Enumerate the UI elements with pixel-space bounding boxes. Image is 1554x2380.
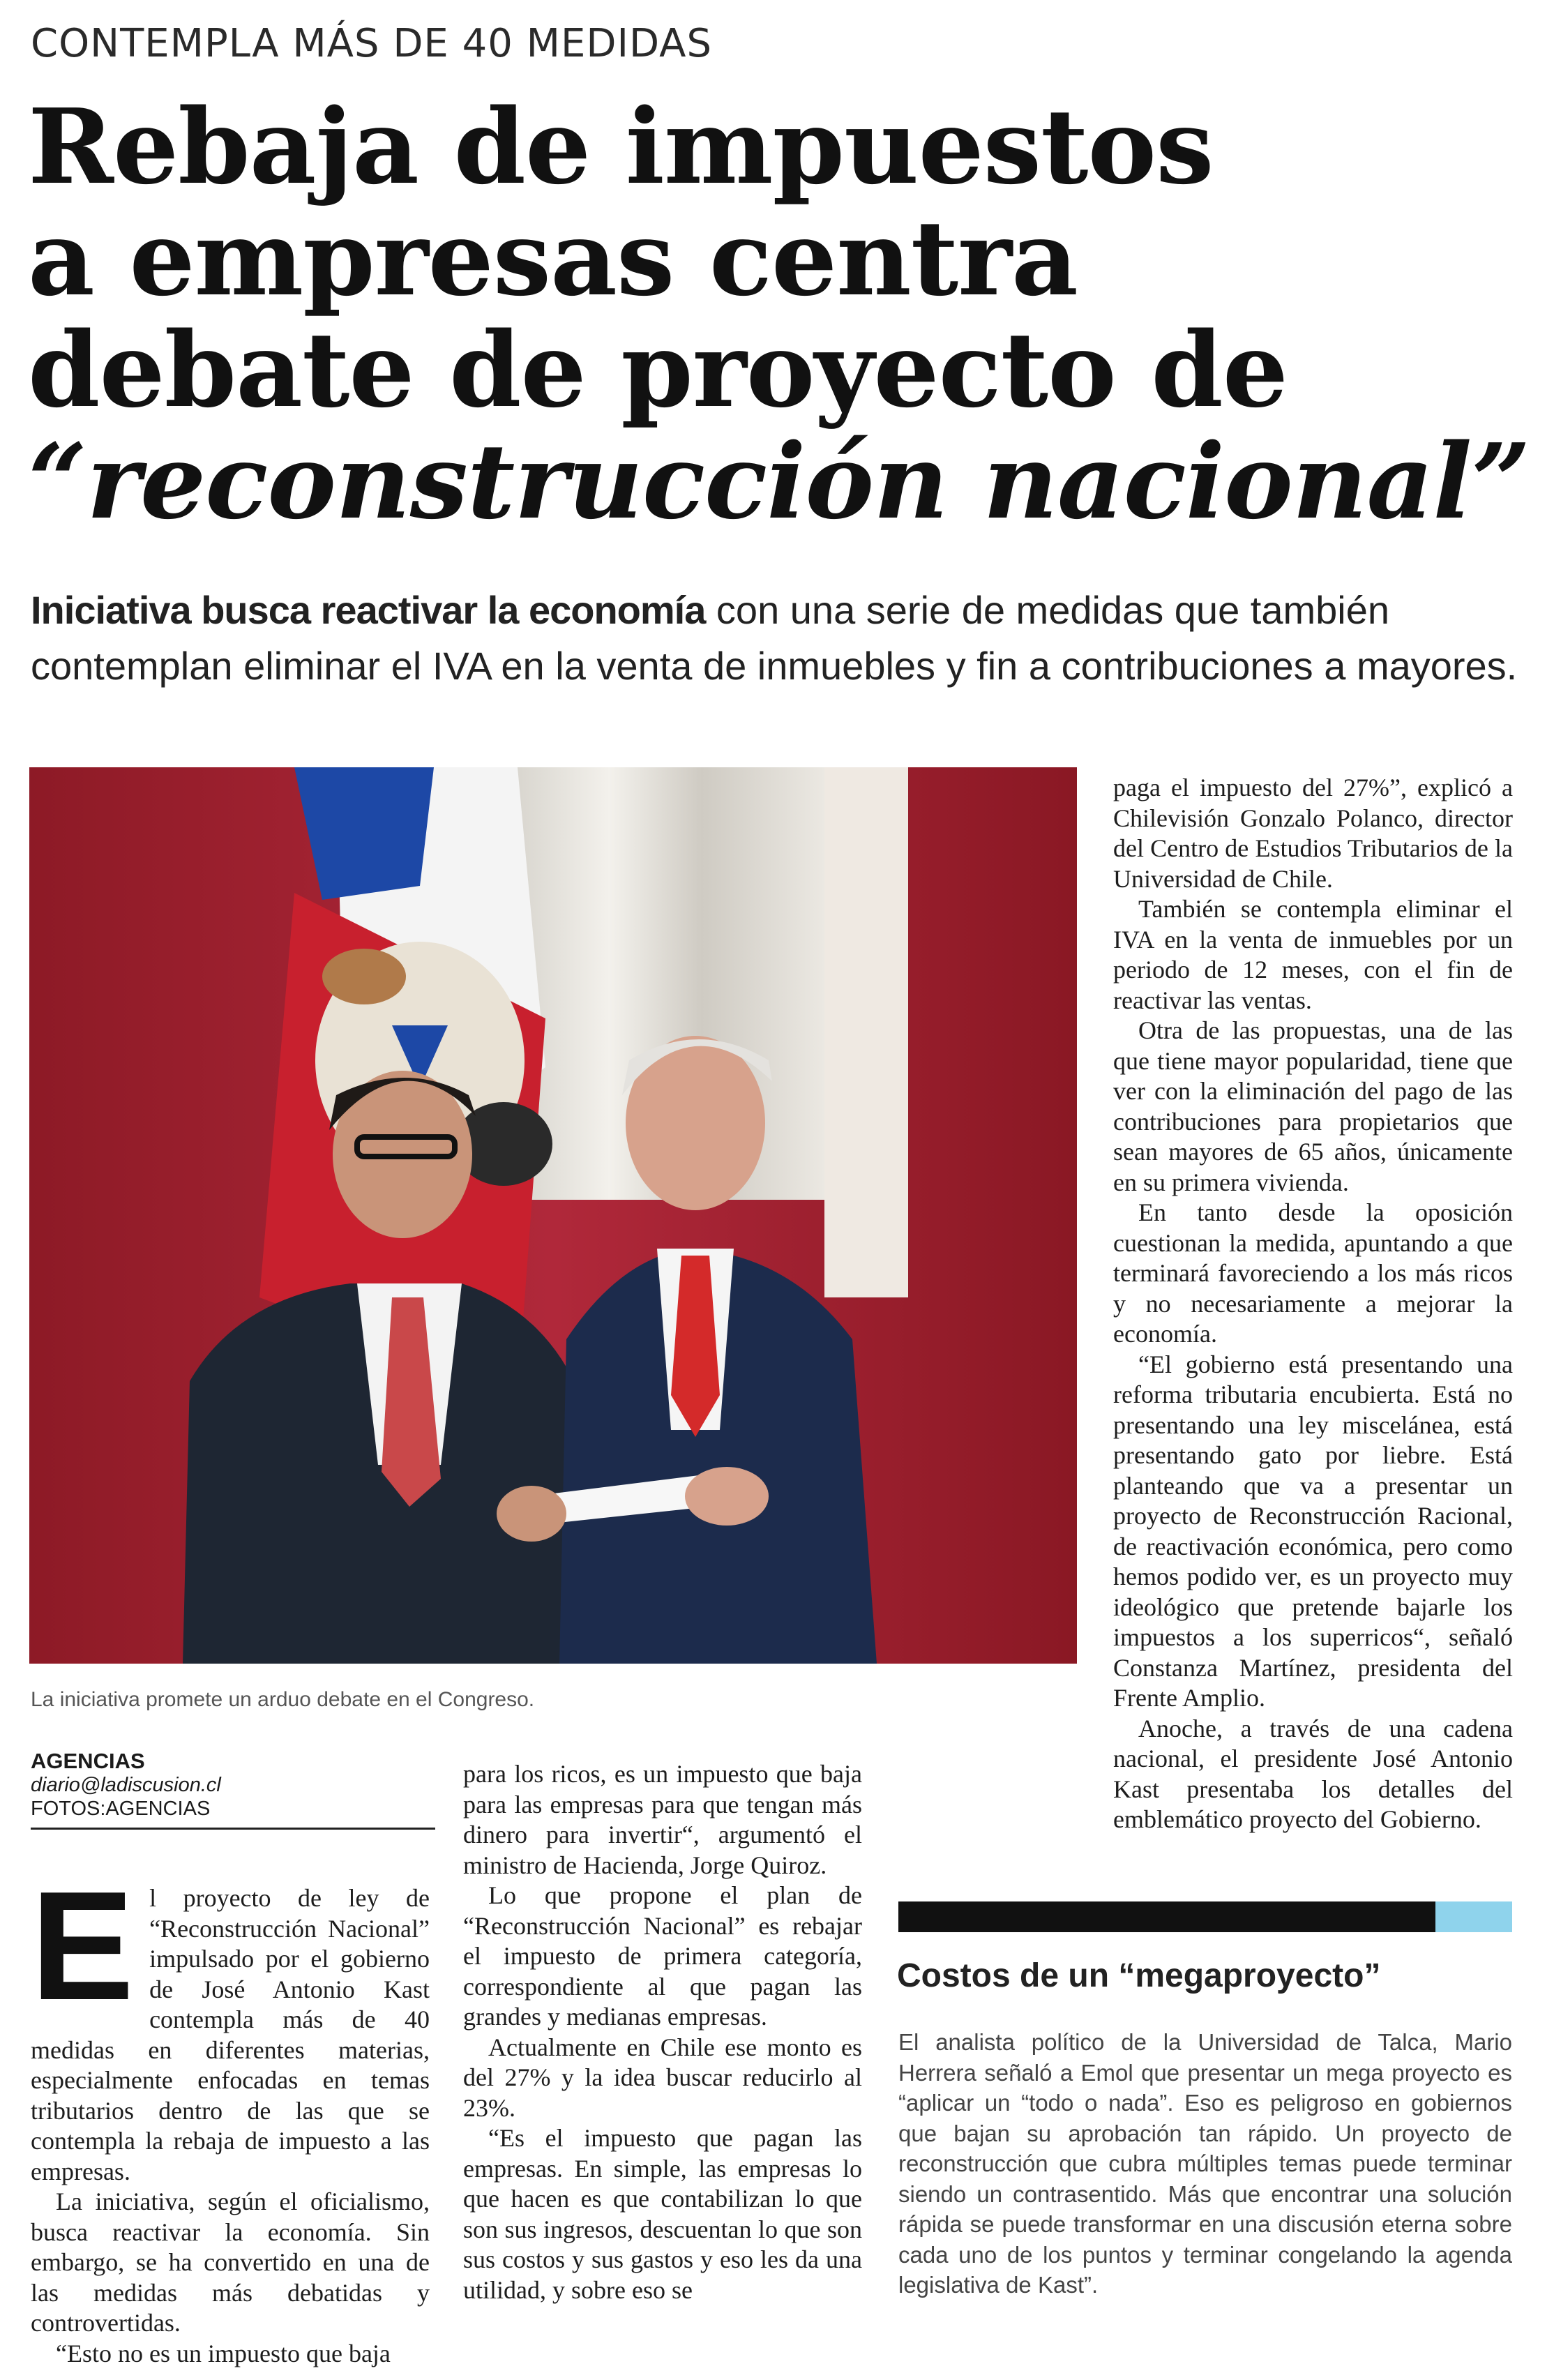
headline-line-1: Rebaja de impuestos <box>28 86 1214 207</box>
byline <box>31 1749 435 1830</box>
sidebar-bar-dark <box>898 1901 1435 1932</box>
headline-line-4: “reconstrucción nacional” <box>28 421 1530 542</box>
deck <box>31 582 1530 694</box>
article-paragraph: Otra de las propuestas, una de las que tiene mayor popularidad, tiene que ver con la eliminación del pago de las contribuciones para propietarios que sean mayores de 65 años, únicamente en su primera vivienda. <box>1113 1016 1513 1196</box>
article-paragraph: También se contempla eliminar el IVA en la venta de inmuebles por un periodo de 12 meses, con el fin de reactivar las ventas. <box>1113 895 1513 1014</box>
drop-cap: E <box>31 1860 135 2033</box>
deck-bold: Iniciativa busca reactivar la economía <box>31 588 706 632</box>
article-column-1 <box>31 1860 430 2369</box>
article-paragraph: l proyecto de ley de “Reconstrucción Nacional” impulsado por el gobierno de José Antonio Kast contempla más de 40 medidas en diferentes materias, especialmente enfocadas en temas tributarios dentro de las que se contempla la rebaja de impuesto a las empresas. <box>31 1884 430 2185</box>
article-paragraph: “El gobierno está presentando una reforma tributaria encubierta. Está no presentando una ley miscelánea, está presentando gato por liebre. Está planteando que va a presentar un proyecto de Reconstrucción Racional, de reactivación económica, pero como hemos podido ver, es un proyecto muy ideológico que pretende bajarle los impuestos a los superricos“, señaló Constanza Martínez, presidenta del Frente Amplio. <box>1113 1350 1513 1712</box>
byline-agency: AGENCIAS <box>31 1749 145 1773</box>
sidebar-bar-accent <box>1435 1901 1512 1932</box>
byline-photos: FOTOS:AGENCIAS <box>31 1798 211 1820</box>
article-paragraph: paga el impuesto del 27%”, explicó a Chilevisión Gonzalo Polanco, director del Centro de Estudios Tributarios de la Universidad de Chile. <box>1113 774 1513 893</box>
article-paragraph: Actualmente en Chile ese monto es del 27% y la idea buscar reducirlo al 23%. <box>463 2033 862 2122</box>
byline-email[interactable]: diario@ladiscusion.cl <box>31 1774 221 1796</box>
news-photo <box>29 767 1077 1664</box>
deck-rest: con una serie de medidas que también contemplan eliminar el IVA en la venta de inmuebles y fin a contribuciones a mayores. <box>31 588 1518 688</box>
photo-caption: La iniciativa promete un arduo debate en el Congreso. <box>31 1688 535 1711</box>
article-paragraph: Lo que propone el plan de “Reconstrucción Nacional” es rebajar el impuesto de primera categoría, correspondiente al que pagan las grandes y medianas empresas. <box>463 1881 862 2031</box>
sidebar-text: El analista político de la Universidad de Talca, Mario Herrera señaló a Emol que presentar un mega proyecto es “aplicar un “todo o nada”. Eso es peligroso en gobiernos que bajan su aprobación tan rápido. Un proyecto de reconstrucción que cubra múltiples temas puede terminar siendo un contrasentido. Más que encontrar una solución rápida se puede transformar en una discusión eterna sobre cada uno de los puntos y terminar congelando la agenda legislativa de Kast”. <box>898 2029 1512 2298</box>
kicker: CONTEMPLA MÁS DE 40 MEDIDAS <box>31 21 713 66</box>
sidebar-title: Costos de un “megaproyecto” <box>897 1957 1381 1994</box>
article-paragraph: La iniciativa, según el oficialismo, busca reactivar la economía. Sin embargo, se ha convertido en una de las medidas más debatidas y controvertidas. <box>31 2187 430 2337</box>
article-paragraph: En tanto desde la oposición cuestionan la medida, apuntando a que terminará favoreciendo a los más ricos y no necesariamente a mejorar la economía. <box>1113 1198 1513 1348</box>
headline <box>28 86 1530 542</box>
article-paragraph: “Esto no es un impuesto que baja <box>56 2339 391 2367</box>
article-paragraph: para los ricos, es un impuesto que baja para las empresas para que tengan más dinero para invertir“, argumentó el ministro de Hacienda, Jorge Quiroz. <box>463 1760 862 1879</box>
headline-line-2: a empresas centra <box>28 197 1078 319</box>
photo-illustration <box>29 767 1077 1664</box>
article-column-3 <box>1113 773 1513 1835</box>
article-paragraph: Anoche, a través de una cadena nacional, el presidente José Antonio Kast presentaba los detalles del emblemático proyecto del Gobierno. <box>1113 1714 1513 1833</box>
article-paragraph: “Es el impuesto que pagan las empresas. En simple, las empresas lo que hacen es que contabilizan lo que son sus ingresos, descuentan lo que son sus costos y sus gastos y eso les da una utilidad, y sobre eso se <box>463 2124 862 2304</box>
article-column-2 <box>463 1759 862 2305</box>
headline-line-3: debate de proyecto de <box>28 309 1288 430</box>
